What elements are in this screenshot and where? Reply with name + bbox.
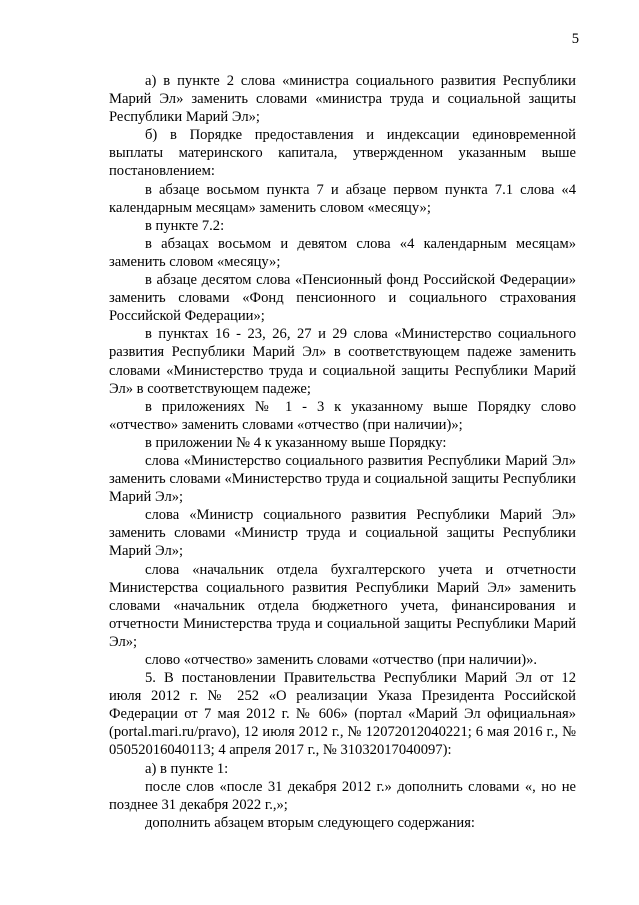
paragraph-after-words: после слов «после 31 декабря 2012 г.» дополнить словами «, но не позднее 31 декабря 2022 г.,»; (109, 778, 576, 813)
paragraph-point-7-2: в пункте 7.2: (145, 217, 225, 234)
paragraph-minister-words: слова «Министр социального развития Республики Марий Эл» заменить словами «Министр труда и социальной защиты Республики Марий Эл»; (109, 507, 576, 560)
paragraph-ministry-words: слова «Министерство социального развития Республики Марий Эл» заменить словами «Министерство труда и социальной защиты Республики Марий Эл»; (109, 452, 576, 506)
paragraph-amend-point-2: а) в пункте 2 слова «министра социального развития Республики Марий Эл» заменить словами «министра труда и социальной защиты Республики Марий Эл»; (109, 73, 576, 126)
paragraph-patronymic-word: слово «отчество» заменить словами «отчество (при наличии)». (145, 652, 538, 668)
document-body (109, 72, 576, 832)
paragraph-add-second-abzats: дополнить абзацем вторым следующего содержания: (145, 814, 475, 831)
paragraph-accounting-head-words: слова «начальник отдела бухгалтерского учета и отчетности Министерства социального развития Республики Марий Эл» заменить словами «начальник отдела бюджетного учета, финансирования и отчетности Министерства труда и социальной защиты Республики Марий Эл»; (109, 561, 576, 650)
paragraph-annexes-1-3: в приложениях № 1 - 3 к указанному выше Порядку слово «отчество» заменить словами «отчество (при наличии)»; (109, 398, 576, 433)
paragraph-abzats-8-9: в абзацах восьмом и девятом слова «4 календарным месяцам» заменить словом «месяцу»; (109, 235, 576, 270)
paragraph-point-1: а) в пункте 1: (145, 760, 229, 777)
paragraph-annex-4: в приложении № 4 к указанному выше Порядку: (145, 434, 447, 451)
paragraph-points-16-29: в пунктах 16 - 23, 26, 27 и 29 слова «Министерство социального развития Республики Марий Эл» в соответствующем падеже заменить словами «Министерство труда и социальной защиты Республики Марий Эл» в соответствующем падеже; (109, 326, 576, 397)
page-number: 5 (571, 31, 579, 47)
paragraph-item-5: 5. В постановлении Правительства Республики Марий Эл от 12 июля 2012 г. № 252 «О реализации Указа Президента Российской Федерации от 7 мая 2012 г. № 606» (портал «Марий Эл официальная» (portal.mari.ru/pravo), 12 июля 2012 г., № 12072012040221; 6 мая 2016 г., № 05052016040113; 4 апреля 2017 г., № 31032017040097): (109, 670, 576, 759)
paragraph-amend-procedure: б) в Порядке предоставления и индексации единовременной выплаты материнского капитала, утвержденном указанным выше постановлением: (109, 127, 576, 180)
paragraph-point-7: в абзаце восьмом пункта 7 и абзаце первом пункта 7.1 слова «4 календарным месяцам» заменить словом «месяцу»; (109, 181, 576, 216)
paragraph-abzats-10: в абзаце десятом слова «Пенсионный фонд Российской Федерации» заменить словами «Фонд пенсионного и социального страхования Российской Федерации»; (109, 272, 576, 325)
